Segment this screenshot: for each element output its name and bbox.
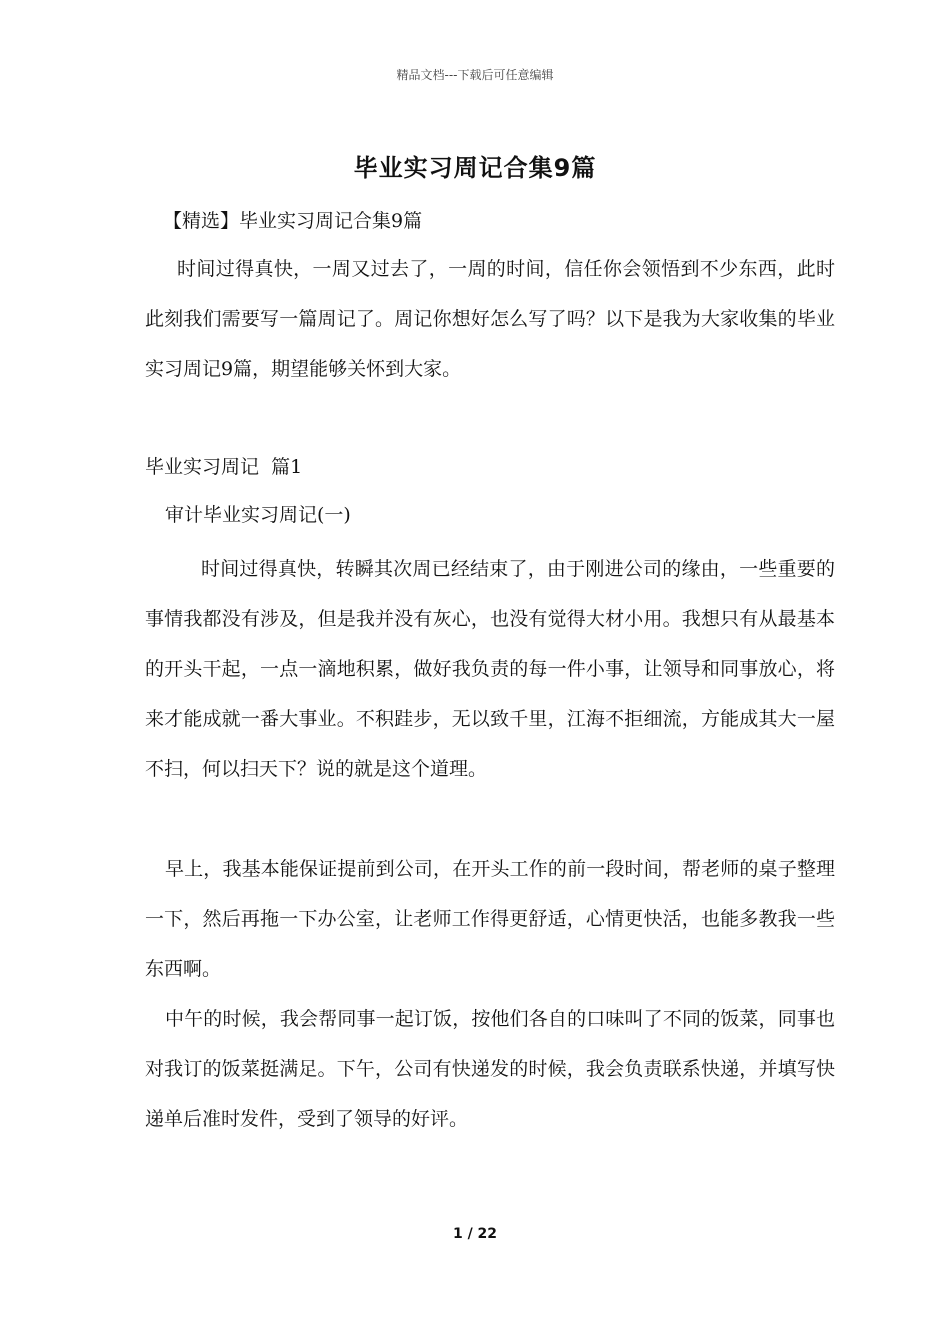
document-subtitle: 【精选】毕业实习周记合集9篇 [163, 210, 423, 232]
page-header: 精品文档---下载后可任意编辑 [396, 68, 554, 82]
intro-text: 时间过得真快，一周又过去了，一周的时间，信任你会领悟到不少东西，此时此刻我们需要写一篇周记了。周记你想好怎么写了吗？以下是我为大家收集的毕业实习周记9篇，期望能够关怀到大家。 [145, 258, 835, 380]
page-number: 1 / 22 [452, 1226, 498, 1242]
document-title: 毕业实习周记合集9篇 [353, 154, 597, 182]
body-paragraph-3: 中午的时候，我会帮同事一起订饭，按他们各自的口味叫了不同的饭菜，同事也对我订的饭菜挺满足。下午，公司有快递发的时候，我会负责联系快递，并填写快递单后准时发件，受到了领导的好评。 [145, 1008, 835, 1130]
sub-heading: 审计毕业实习周记(一) [165, 504, 351, 526]
body-paragraph-2: 早上，我基本能保证提前到公司，在开头工作的前一段时间，帮老师的桌子整理一下，然后再拖一下办公室，让老师工作得更舒适，心情更快活，也能多教我一些东西啊。 [145, 858, 835, 980]
section-heading: 毕业实习周记 篇1 [145, 456, 303, 478]
body-paragraph-1: 时间过得真快，转瞬其次周已经结束了，由于刚进公司的缘由，一些重要的事情我都没有涉及，但是我并没有灰心，也没有觉得大材小用。我想只有从最基本的开头干起，一点一滴地积累，做好我负责的每一件小事，让领导和同事放心，将来才能成就一番大事业。不积跬步，无以致千里，江海不拒细流，方能成其大一屋不扫，何以扫天下？说的就是这个道理。 [145, 558, 835, 780]
intro-paragraph [145, 244, 835, 394]
